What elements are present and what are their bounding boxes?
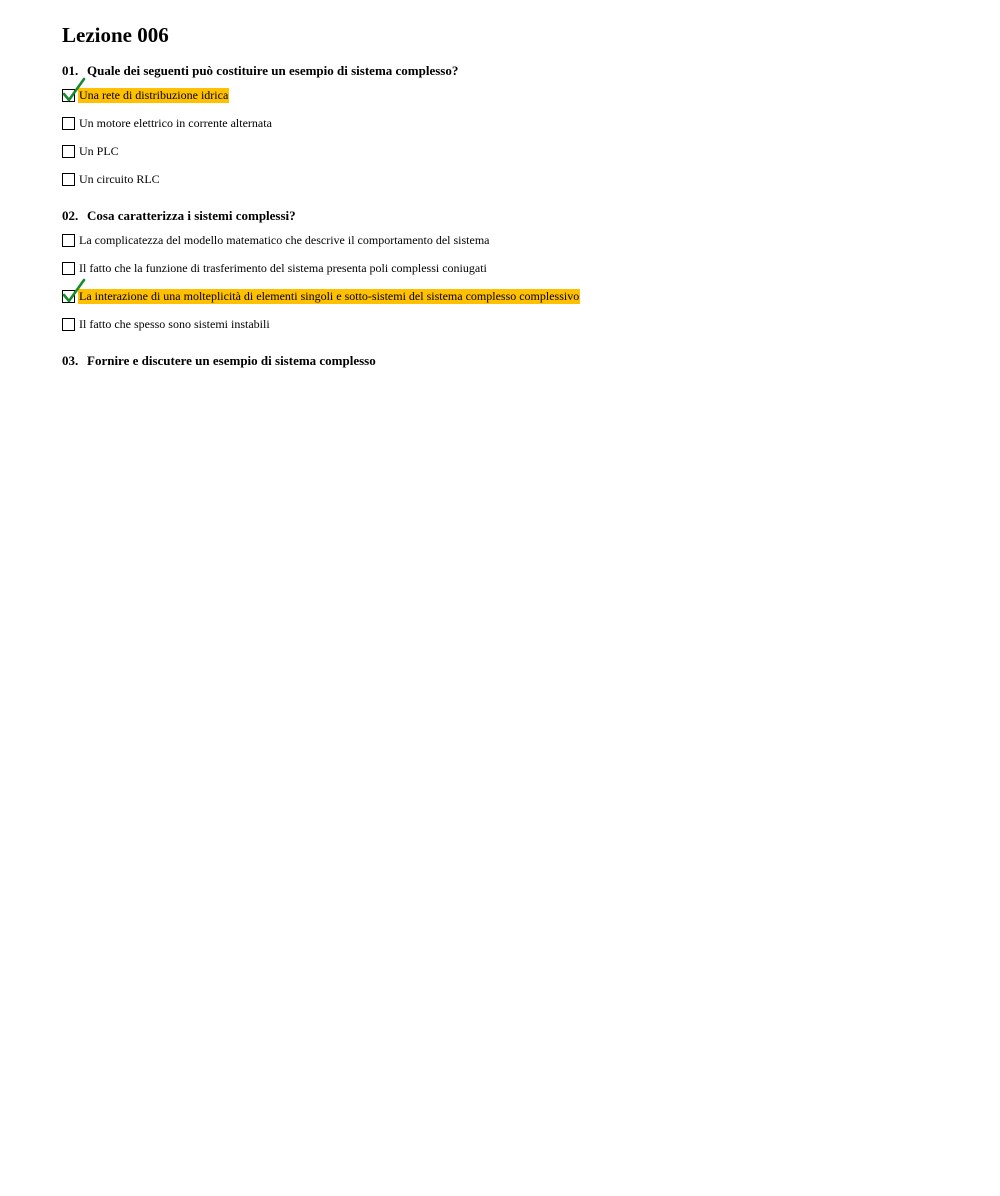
answer-checkbox[interactable] — [62, 234, 75, 247]
checkmark-icon — [62, 279, 88, 305]
question-heading — [62, 207, 962, 225]
question-text: Cosa caratterizza i sistemi complessi? — [87, 208, 296, 223]
answer-checkbox[interactable] — [62, 173, 75, 186]
question-text: Quale dei seguenti può costituire un esempio di sistema complesso? — [87, 63, 459, 78]
answer-text: Un motore elettrico in corrente alternata — [79, 115, 272, 130]
question-number: 03. — [62, 353, 79, 368]
answer-option[interactable] — [62, 86, 962, 104]
question-heading — [62, 62, 962, 80]
question-heading — [62, 352, 962, 370]
answer-text: Un PLC — [79, 143, 119, 158]
answer-checkbox[interactable] — [62, 290, 75, 303]
answer-checkbox[interactable] — [62, 145, 75, 158]
answer-text: La interazione di una molteplicità di elementi singoli e sotto-sistemi del sistema complesso complessivo — [79, 288, 580, 303]
answer-option[interactable] — [62, 259, 962, 277]
lesson-title: Lezione 006 — [62, 23, 169, 47]
answer-checkbox[interactable] — [62, 89, 75, 102]
answer-option[interactable] — [62, 231, 962, 249]
answer-checkbox[interactable] — [62, 262, 75, 275]
quiz-page — [62, 22, 962, 389]
answer-text: Una rete di distribuzione idrica — [79, 87, 229, 102]
answer-option[interactable] — [62, 170, 962, 188]
answer-text: Un circuito RLC — [79, 171, 160, 186]
question-number: 01. — [62, 63, 79, 78]
question-03 — [62, 352, 962, 370]
question-02 — [62, 207, 962, 333]
answer-text: Il fatto che la funzione di trasferimento del sistema presenta poli complessi coniugati — [79, 260, 487, 275]
question-text: Fornire e discutere un esempio di sistema complesso — [87, 353, 376, 368]
answer-text: La complicatezza del modello matematico che descrive il comportamento del sistema — [79, 232, 490, 247]
answer-option[interactable] — [62, 114, 962, 132]
checkmark-icon — [62, 78, 88, 104]
answer-text: Il fatto che spesso sono sistemi instabili — [79, 316, 270, 331]
question-number: 02. — [62, 208, 79, 223]
answer-option[interactable] — [62, 287, 962, 305]
answer-checkbox[interactable] — [62, 318, 75, 331]
answer-checkbox[interactable] — [62, 117, 75, 130]
answer-option[interactable] — [62, 142, 962, 160]
answer-option[interactable] — [62, 315, 962, 333]
question-01 — [62, 62, 962, 188]
